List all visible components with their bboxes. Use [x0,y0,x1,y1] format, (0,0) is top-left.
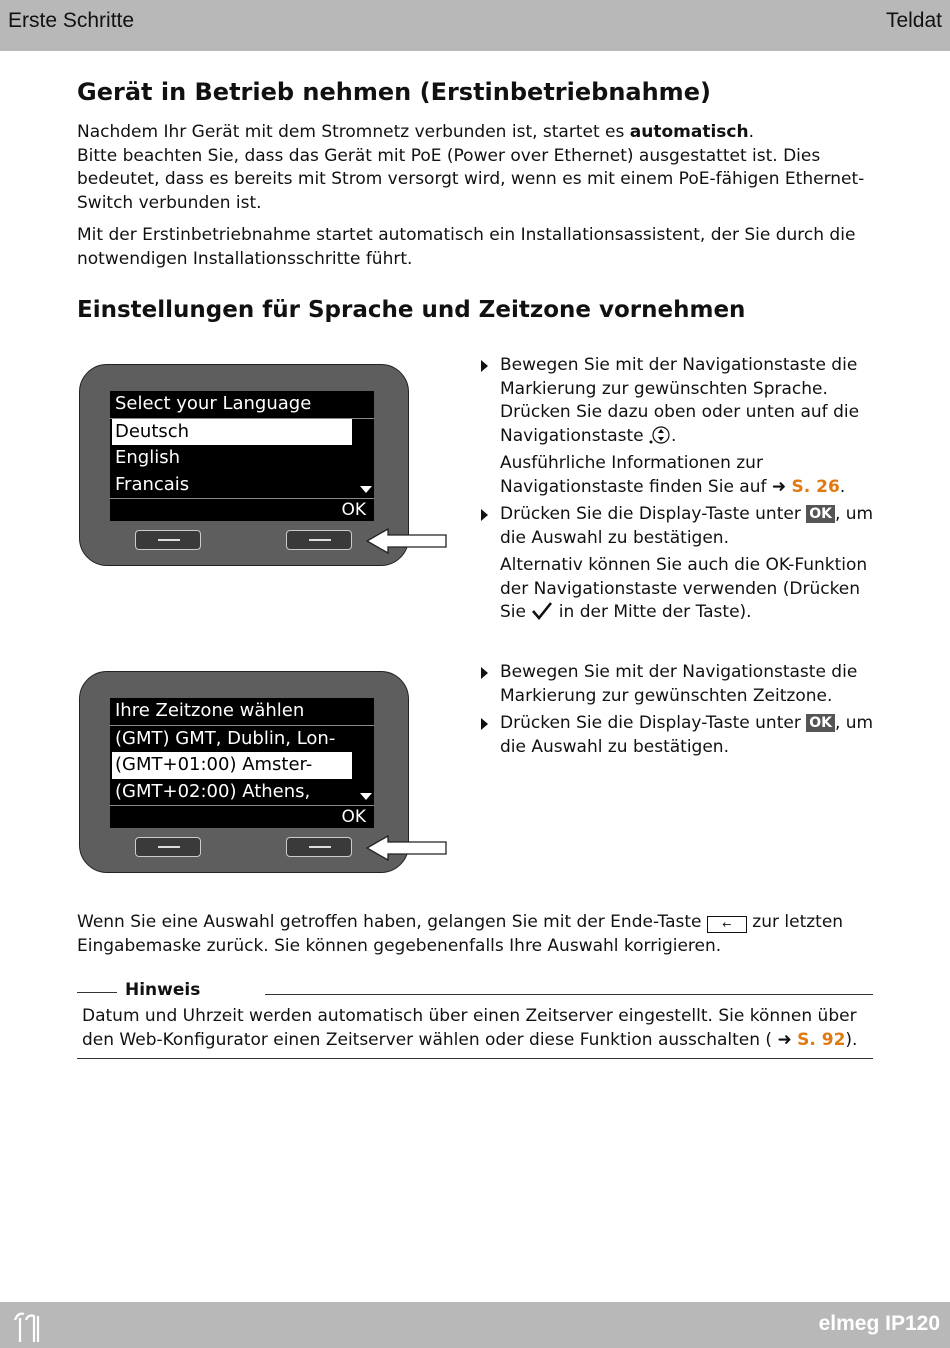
navigation-key-icon [649,425,671,445]
instruction-text: Bewegen Sie mit der Navigationstaste die Markierung zur gewünschten Zeitzone. [500,662,858,706]
display-screen [110,698,374,828]
reference-arrow-icon: ➜ [772,1029,798,1050]
wizard-text: Mit der Erstinbetriebnahme startet automatisch ein Installationsassistent, der Sie durch die notwendigen Installationsschritte führt. [77,225,856,269]
instruction-text-end: , um die Auswahl zu bestätigen. [500,504,874,548]
left-softkey[interactable] [135,837,201,857]
scroll-down-icon [360,793,372,800]
brand-name: Teldat [885,9,942,32]
note-text-end: ). [845,1029,858,1050]
note-text: Datum und Uhrzeit werden automatisch über einen Zeitserver eingestellt. Sie können über den Web-Konfigurator einen Zeitserver wählen oder diese Funktion ausschalten ( [82,1006,857,1050]
ok-key-badge: OK [806,714,835,732]
scroll-down-icon [360,486,372,493]
note-divider [77,1058,873,1059]
info-text-body: Ausführliche Informationen zur Navigationstaste finden Sie auf [500,453,767,497]
page-reference-link[interactable]: S. 26 [791,476,840,497]
info-period: . [839,476,846,497]
bullet-arrow-icon [481,509,488,521]
screen-option[interactable]: English [115,447,180,468]
screen-title: Select your Language [110,391,374,419]
bullet-arrow-icon [481,360,488,372]
end-key-text: Wenn Sie eine Auswahl getroffen haben, gelangen Sie mit der Ende-Taste [77,912,702,932]
screen-title: Ihre Zeitzone wählen [110,698,374,726]
page-reference-link[interactable]: S. 92 [797,1029,846,1050]
poe-text: Bitte beachten Sie, dass das Gerät mit PoE (Power over Ethernet) ausgestattet ist. Dies bedeutet, dass es bereits mit Strom versorgt wird, wenn es mit einem PoE-fähigen Ethernet-Switch verbunden ist. [77,145,865,213]
instructions-language [478,354,878,629]
bullet-item [478,354,878,448]
instructions-timezone [478,661,878,759]
info-text-end: in der Mitte der Taste). [558,602,752,622]
end-key-paragraph [77,911,877,958]
instruction-text-end: , um die Auswahl zu bestätigen. [500,713,874,757]
intro-bold: automatisch [629,122,749,142]
screen-option-label: Francais [115,473,190,495]
section-heading: Gerät in Betrieb nehmen (Erstinbetriebnahme) [77,78,711,106]
ok-key-badge: OK [806,505,835,523]
end-key-icon: ← [707,916,747,933]
end-key-text-end: zur letzten Eingabemaske zurück. Sie können gegebenenfalls Ihre Auswahl korrigieren. [77,912,844,956]
teldat-logo-icon [12,1310,42,1344]
info-text [500,452,878,499]
screen-option-label: (GMT+02:00) Athens, [115,780,311,802]
screen-option-selected[interactable]: Deutsch [112,419,352,446]
right-softkey[interactable] [286,530,352,550]
screen-option[interactable] [110,779,374,806]
bullet-item [478,503,878,550]
bullet-item [478,712,878,759]
reference-arrow-icon: ➜ [771,476,787,497]
chapter-title: Erste Schritte [8,9,135,32]
screen-option[interactable]: (GMT) GMT, Dublin, Lon- [115,727,336,749]
instruction-period: . [671,425,677,446]
phone-display-timezone [79,671,409,873]
instruction-text: Bewegen Sie mit der Navigationstaste die Markierung zur gewünschten Sprache. Drücken Sie dazu oben oder unten auf die Navigationstaste [500,355,860,446]
note-header [77,980,873,1000]
screen-option-selected[interactable]: (GMT+01:00) Amster- [112,752,352,779]
product-name: elmeg IP120 [818,1312,940,1335]
instruction-text: Drücken Sie die Display-Taste unter [500,504,801,524]
intro-paragraph [77,121,877,215]
right-softkey[interactable] [286,837,352,857]
intro-text: Nachdem Ihr Gerät mit dem Stromnetz verbunden ist, startet es [77,122,630,142]
left-softkey[interactable] [135,530,201,550]
screen-option[interactable] [110,472,374,499]
instruction-text: Drücken Sie die Display-Taste unter [500,713,801,733]
softkey-label: OK [110,805,374,828]
page-footer [0,1302,950,1348]
pointer-arrow-icon [366,833,448,863]
note-body [82,1005,872,1052]
page-header [0,0,950,51]
info-text-body: Alternativ können Sie auch die OK-Funktion der Navigationstaste verwenden (Drücken Sie [500,555,868,622]
display-screen [110,391,374,521]
info-text [500,554,878,625]
pointer-arrow-icon [366,526,448,556]
bullet-arrow-icon [481,718,488,730]
subsection-heading: Einstellungen für Sprache und Zeitzone vornehmen [77,297,746,323]
note-label: Hinweis [125,980,201,1000]
intro-period: . [748,122,754,142]
phone-display-language [79,364,409,566]
bullet-arrow-icon [481,667,488,679]
softkey-label: OK [110,498,374,521]
wizard-paragraph [77,224,877,271]
checkmark-icon [531,601,553,621]
bullet-item [478,661,878,708]
